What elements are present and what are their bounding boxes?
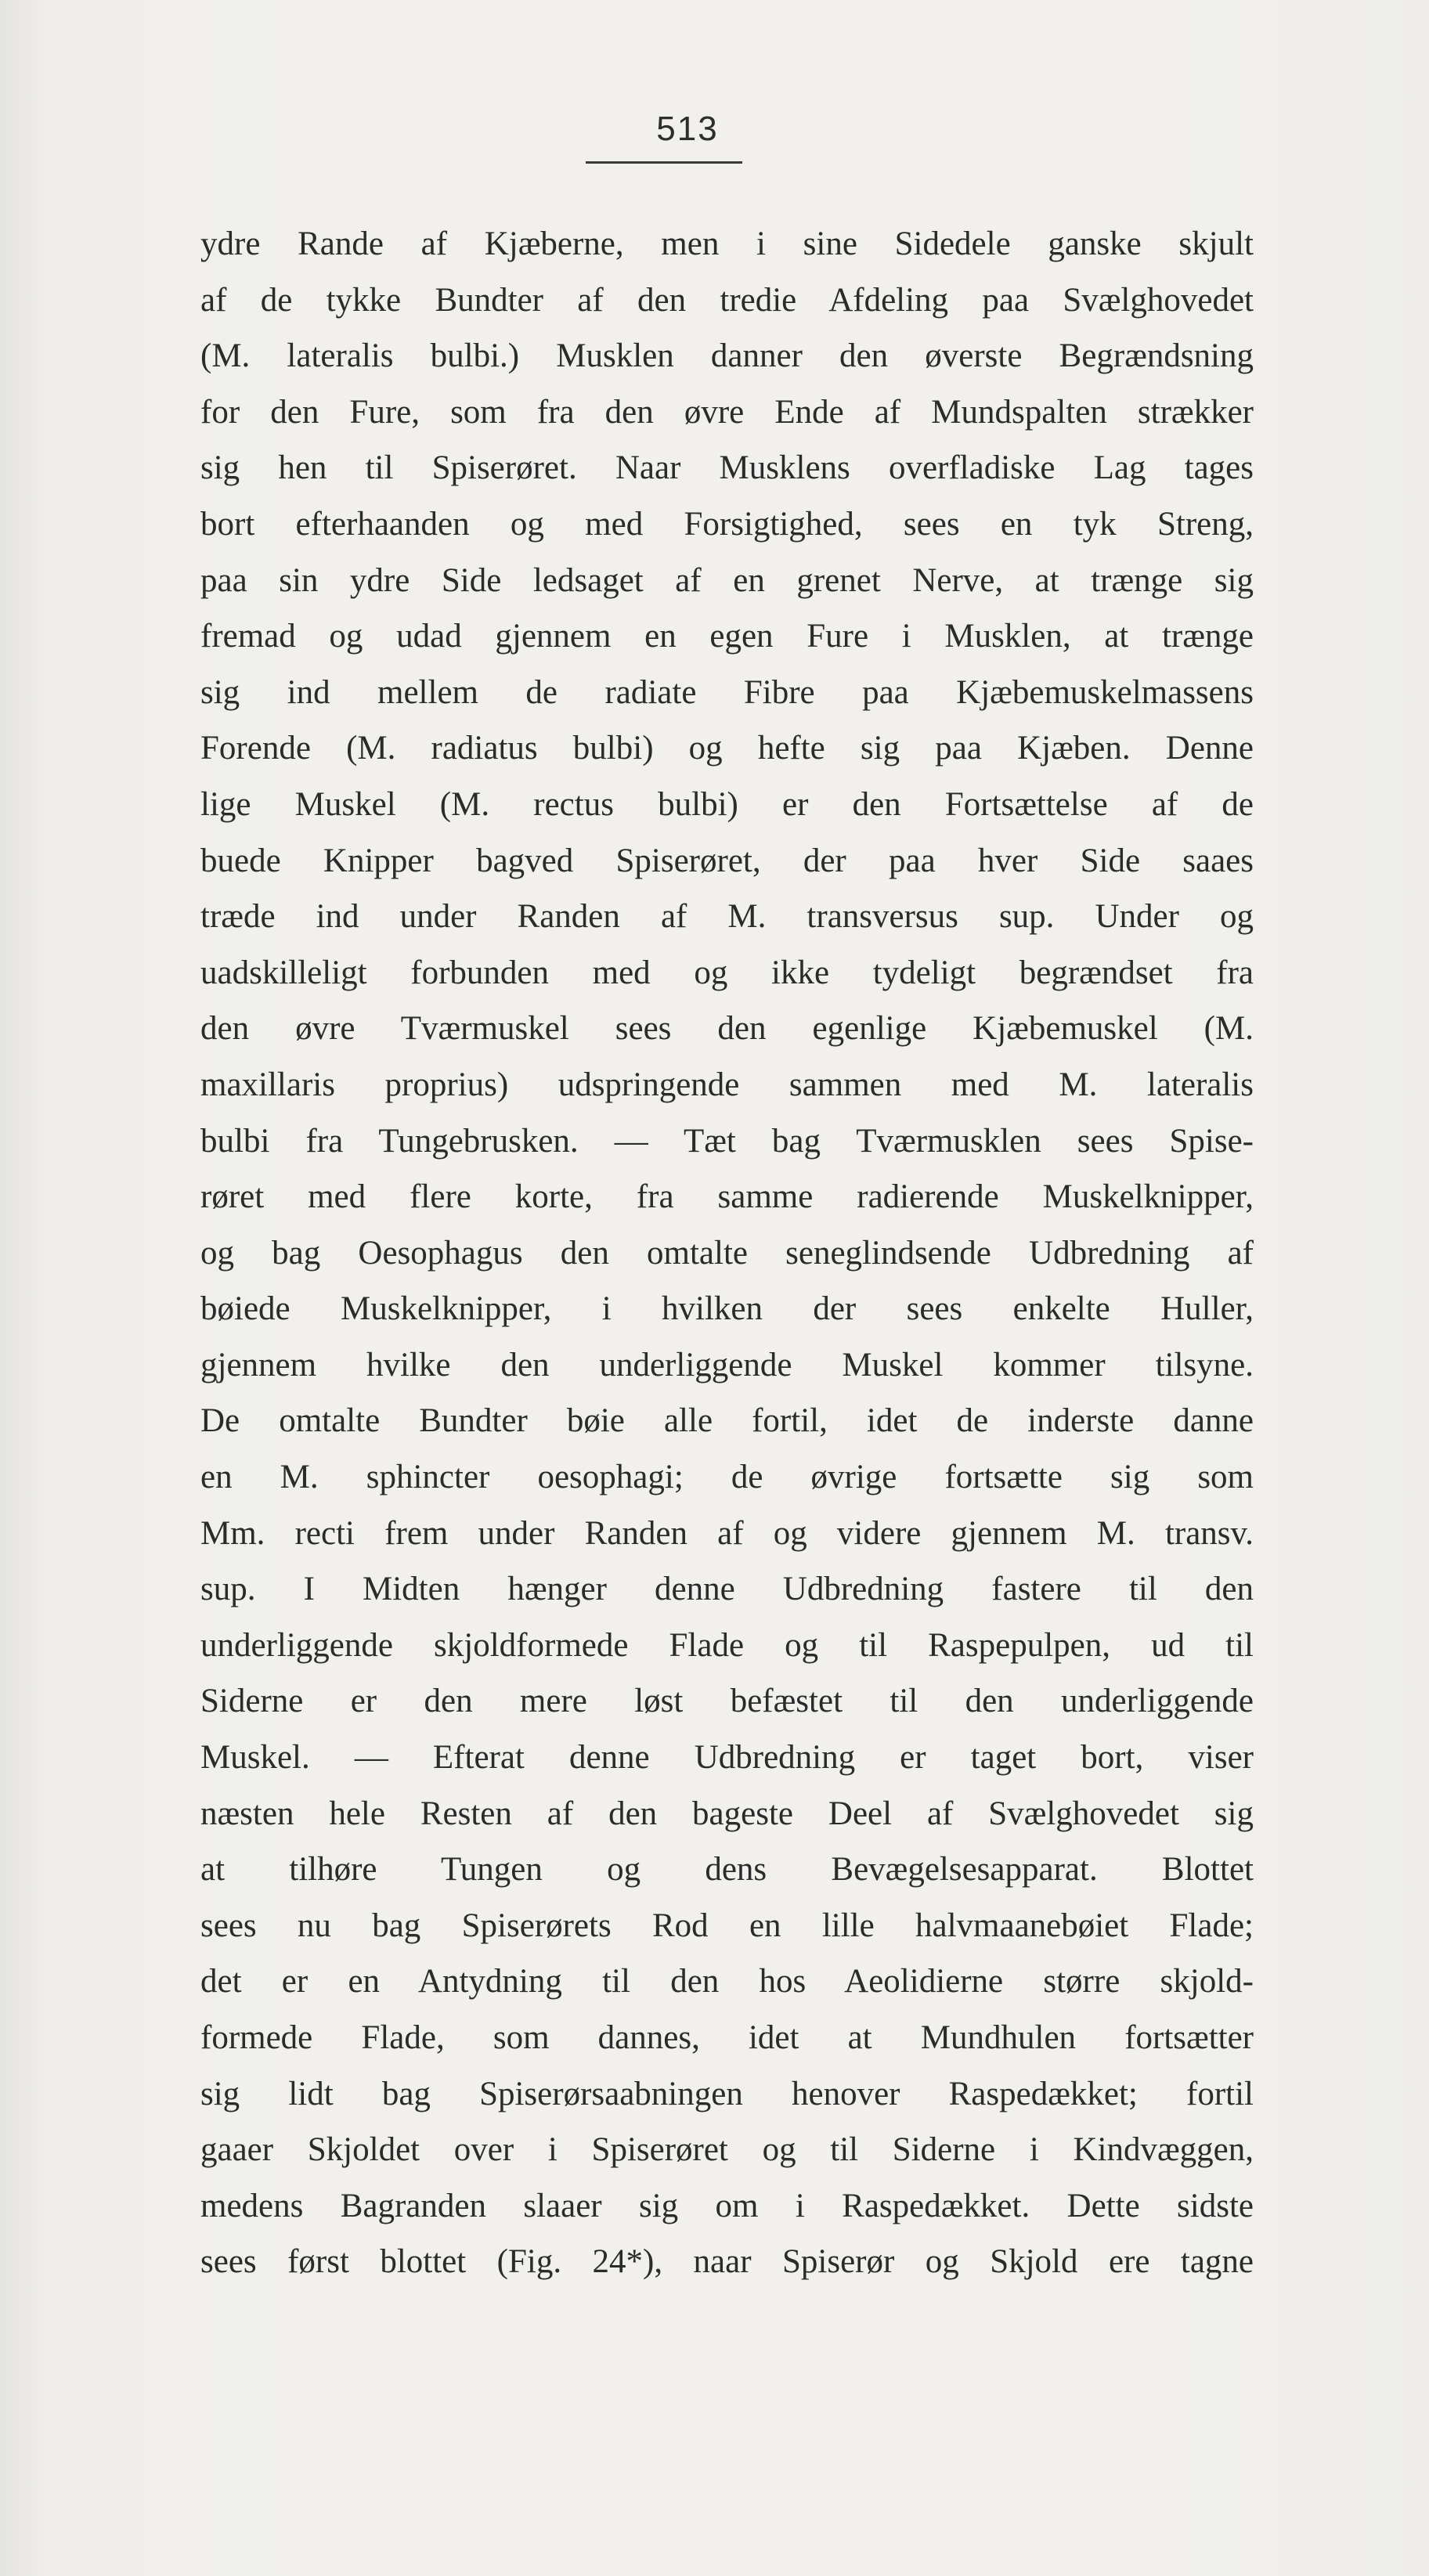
text-line: sig lidt bag Spiserørsaabningen henover Raspedækket; fortil (200, 2075, 1254, 2112)
text-line: træde ind under Randen af M. transversus sup. Under og (200, 898, 1254, 936)
text-line: buede Knipper bagved Spiserøret, der paa hver Side saaes (200, 842, 1254, 879)
text-line: sup. I Midten hænger denne Udbredning fastere til den (200, 1571, 1254, 1608)
text-line: gjennem hvilke den underliggende Muskel kommer tilsyne. (200, 1346, 1254, 1384)
text-line: for den Fure, som fra den øvre Ende af Mundspalten strækker (200, 393, 1254, 431)
text-line: en M. sphincter oesophagi; de øvrige fortsætte sig som (200, 1459, 1254, 1496)
text-line: bøiede Muskelknipper, i hvilken der sees enkelte Huller, (200, 1290, 1254, 1328)
text-line: ydre Rande af Kjæberne, men i sine Sidedele ganske skjult (200, 225, 1254, 262)
text-line: underliggende skjoldformede Flade og til Raspepulpen, ud til (200, 1626, 1254, 1664)
text-line: og bag Oesophagus den omtalte seneglindsende Udbredning af (200, 1234, 1254, 1272)
text-line: lige Muskel (M. rectus bulbi) er den Fortsættelse af de (200, 785, 1254, 823)
page-number: 513 (656, 110, 719, 148)
text-line: De omtalte Bundter bøie alle fortil, idet de inderste danne (200, 1402, 1254, 1440)
text-line: Forende (M. radiatus bulbi) og hefte sig paa Kjæben. Denne (200, 730, 1254, 767)
text-line: (M. lateralis bulbi.) Musklen danner den øverste Begrændsning (200, 337, 1254, 375)
text-line: paa sin ydre Side ledsaget af en grenet Nerve, at trænge sig (200, 561, 1254, 599)
text-line: fremad og udad gjennem en egen Fure i Musklen, at trænge (200, 618, 1254, 655)
text-line: Muskel. — Efterat denne Udbredning er taget bort, viser (200, 1739, 1254, 1777)
text-line: formede Flade, som dannes, idet at Mundhulen fortsætter (200, 2019, 1254, 2056)
text-line: den øvre Tværmuskel sees den egenlige Kjæbemuskel (M. (200, 1010, 1254, 1048)
text-line: maxillaris proprius) udspringende sammen med M. lateralis (200, 1066, 1254, 1103)
text-line: gaaer Skjoldet over i Spiserøret og til Siderne i Kindvæggen, (200, 2131, 1254, 2169)
text-line: røret med flere korte, fra samme radierende Muskelknipper, (200, 1178, 1254, 1216)
text-line: Siderne er den mere løst befæstet til den underliggende (200, 1683, 1254, 1720)
text-line: sees nu bag Spiserørets Rod en lille halvmaanebøiet Flade; (200, 1907, 1254, 1944)
body-text (200, 216, 1254, 2290)
text-line: sig hen til Spiserøret. Naar Musklens overfladiske Lag tages (200, 449, 1254, 487)
page-number-rule (586, 161, 742, 164)
text-line: af de tykke Bundter af den tredie Afdeling paa Svælghovedet (200, 281, 1254, 319)
text-line: sig ind mellem de radiate Fibre paa Kjæbemuskelmassens (200, 673, 1254, 711)
text-line: at tilhøre Tungen og dens Bevægelsesapparat. Blottet (200, 1851, 1254, 1889)
text-line: uadskilleligt forbunden med og ikke tydeligt begrændset fra (200, 954, 1254, 991)
text-line: næsten hele Resten af den bageste Deel af Svælghovedet sig (200, 1795, 1254, 1832)
text-line: bort efterhaanden og med Forsigtighed, sees en tyk Streng, (200, 505, 1254, 543)
text-line: det er en Antydning til den hos Aeolidierne større skjold- (200, 1963, 1254, 2001)
text-line: bulbi fra Tungebrusken. — Tæt bag Tværmusklen sees Spise- (200, 1122, 1254, 1160)
text-line: Mm. recti frem under Randen af og videre gjennem M. transv. (200, 1514, 1254, 1552)
text-line: medens Bagranden slaaer sig om i Raspedækket. Dette sidste (200, 2187, 1254, 2224)
text-line: sees først blottet (Fig. 24*), naar Spiserør og Skjold ere tagne (200, 2243, 1254, 2281)
